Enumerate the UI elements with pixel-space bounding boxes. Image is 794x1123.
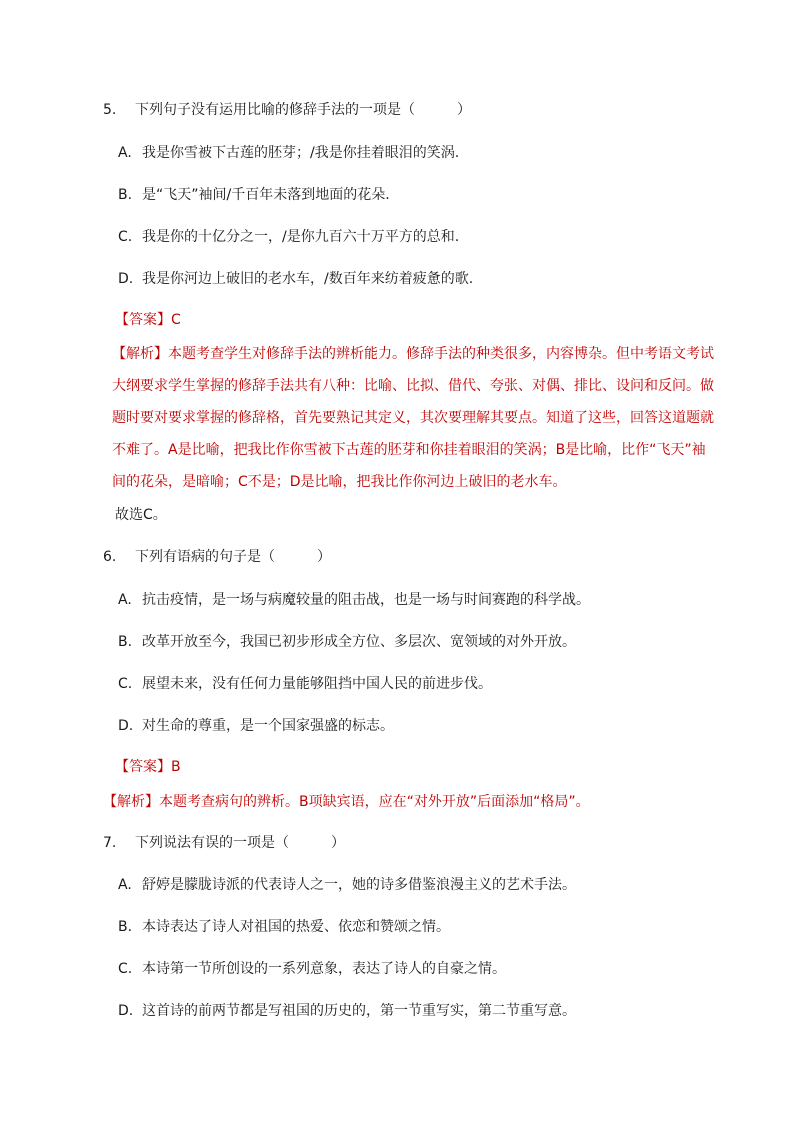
answer-value: B	[171, 759, 181, 775]
option-7d	[118, 1002, 576, 1020]
option-text: 这首诗的前两节都是写祖国的历史的，第一节重写实，第二节重写意。	[142, 1003, 576, 1019]
option-5d	[118, 270, 473, 288]
option-letter: A.	[118, 145, 132, 161]
option-text: 是“飞天”袖间/千百年未落到地面的花朵.	[142, 187, 390, 203]
analysis-line: 【解析】本题考查学生对修辞手法的辨析能力。修辞手法的种类很多，内容博杂。但中考语文考试	[112, 346, 714, 362]
question-number: 6.	[103, 549, 117, 565]
option-5a	[118, 144, 459, 162]
question-number: 7.	[103, 835, 117, 851]
answer-value: C	[171, 312, 181, 328]
analysis-5	[112, 338, 722, 498]
option-letter: B.	[118, 919, 133, 935]
option-text: 对生命的尊重，是一个国家强盛的标志。	[142, 718, 394, 734]
answer-5	[115, 311, 181, 329]
option-text: 我是你雪被下古莲的胚芽；/我是你挂着眼泪的笑涡.	[142, 145, 460, 161]
analysis-line: 不难了。A是比喻，把我比作你雪被下古莲的胚芽和你挂着眼泪的笑涡；B是比喻，比作“飞天”袖	[112, 442, 706, 458]
option-text: 我是你河边上破旧的老水车，/数百年来纺着疲惫的歌.	[142, 271, 474, 287]
question-6	[103, 548, 331, 566]
option-letter: D.	[118, 1003, 134, 1019]
option-6b	[118, 633, 576, 651]
option-text: 改革开放至今，我国已初步形成全方位、多层次、宽领域的对外开放。	[142, 634, 576, 650]
option-text: 我是你的十亿分之一，/是你九百六十万平方的总和.	[142, 229, 460, 245]
option-6c	[118, 675, 492, 693]
analysis-label: 【解析】	[112, 346, 168, 362]
option-7c	[118, 960, 506, 978]
question-stem: 下列句子没有运用比喻的修辞手法的一项是（ ）	[135, 102, 471, 118]
option-letter: C.	[118, 676, 133, 692]
answer-label: 【答案】	[115, 312, 171, 328]
option-6d	[118, 717, 394, 735]
option-letter: C.	[118, 229, 133, 245]
option-7a	[118, 876, 576, 894]
option-5c	[118, 228, 459, 246]
question-stem: 下列说法有误的一项是（ ）	[135, 835, 345, 851]
option-letter: A.	[118, 877, 132, 893]
option-letter: A.	[118, 592, 132, 608]
analysis-6	[103, 793, 590, 811]
question-7	[103, 834, 345, 852]
analysis-text: 本题考查病句的辨析。B项缺宾语，应在“对外开放”后面添加“格局”。	[159, 794, 590, 810]
option-text: 抗击疫情，是一场与病魔较量的阻击战，也是一场与时间赛跑的科学战。	[142, 592, 590, 608]
analysis-line: 题时要对要求掌握的修辞格，首先要熟记其定义，其次要理解其要点。知道了这些，回答这道题就	[112, 410, 714, 426]
answer-label: 【答案】	[115, 759, 171, 775]
question-number: 5.	[103, 102, 117, 118]
option-text: 本诗表达了诗人对祖国的热爱、依恋和赞颂之情。	[142, 919, 450, 935]
question-5	[103, 101, 471, 119]
option-letter: B.	[118, 634, 133, 650]
answer-6	[115, 758, 181, 776]
analysis-line: 大纲要求学生掌握的修辞手法共有八种：比喻、比拟、借代、夸张、对偶、排比、设问和反问。做	[112, 378, 714, 394]
question-stem: 下列有语病的句子是（ ）	[135, 549, 331, 565]
option-7b	[118, 918, 450, 936]
option-letter: D.	[118, 271, 134, 287]
option-letter: C.	[118, 961, 133, 977]
analysis-line: 间的花朵，是暗喻；C不是；D是比喻，把我比作你河边上破旧的老水车。	[112, 474, 567, 490]
option-6a	[118, 591, 590, 609]
option-text: 本诗第一节所创设的一系列意象，表达了诗人的自豪之情。	[142, 961, 506, 977]
option-text: 展望未来，没有任何力量能够阻挡中国人民的前进步伐。	[142, 676, 492, 692]
option-letter: B.	[118, 187, 133, 203]
option-letter: D.	[118, 718, 134, 734]
option-text: 舒婷是朦胧诗派的代表诗人之一，她的诗多借鉴浪漫主义的艺术手法。	[142, 877, 576, 893]
analysis-label: 【解析】	[103, 794, 159, 810]
conclusion-5: 故选C。	[115, 507, 167, 523]
option-5b	[118, 186, 390, 204]
